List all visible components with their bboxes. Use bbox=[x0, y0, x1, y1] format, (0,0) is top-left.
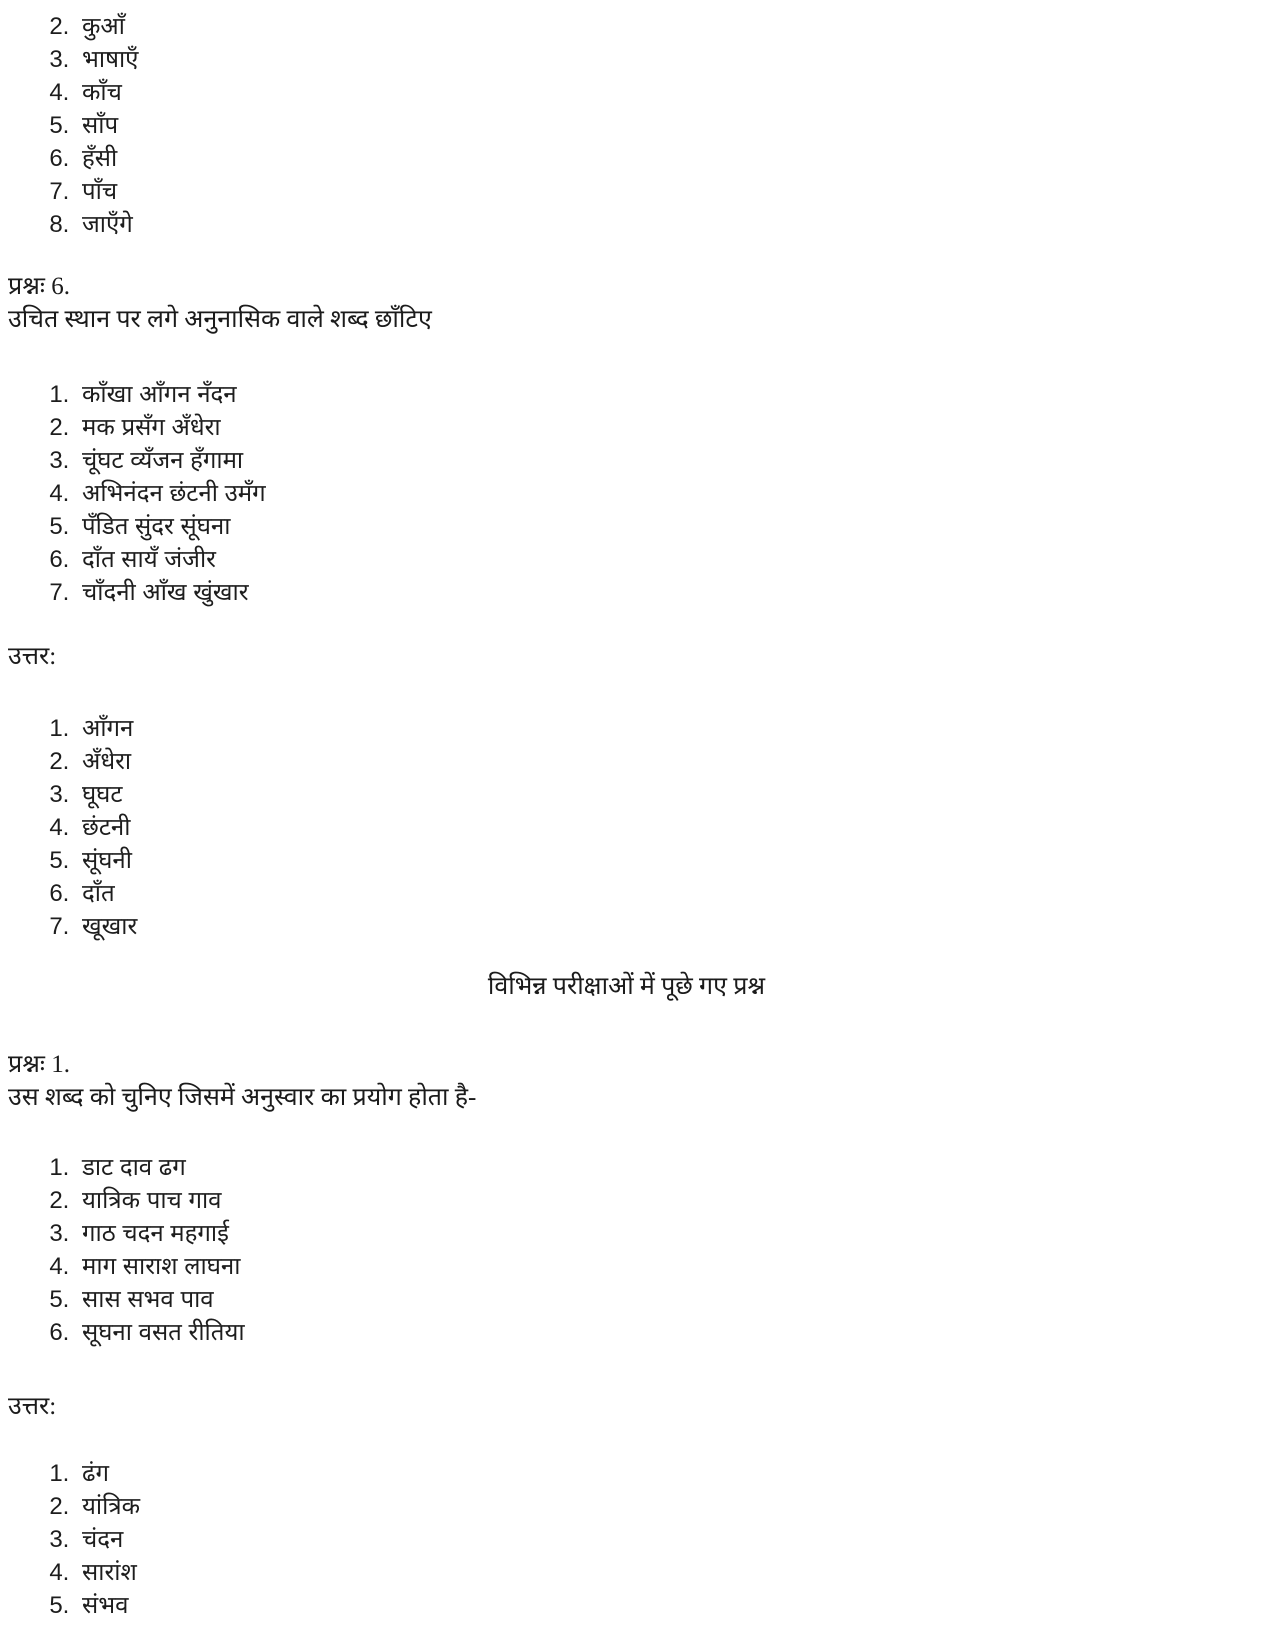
list-item: 3. चूंघट व्यँजन हँगामा bbox=[76, 444, 1245, 477]
list-item: 2. मक प्रसँग अँधेरा bbox=[76, 411, 1245, 444]
list-item: 4. अभिनंदन छंटनी उमँग bbox=[76, 477, 1245, 510]
list-item: 5. सास सभव पाव bbox=[76, 1283, 1245, 1316]
question-label: प्रश्नः 6. bbox=[8, 273, 70, 300]
list-item: 4. सारांश bbox=[76, 1556, 1245, 1589]
list-item: 6. हँसी bbox=[76, 142, 1245, 175]
list-item: 7. पाँच bbox=[76, 175, 1245, 208]
question-text: उचित स्थान पर लगे अनुनासिक वाले शब्द छाँटिए bbox=[8, 306, 432, 333]
list-item: 7. चाँदनी आँख खुंखार bbox=[76, 576, 1245, 609]
answer-label: उत्तर: bbox=[8, 1393, 57, 1420]
question-1-options-list bbox=[8, 1151, 1245, 1349]
list-item: 5. साँप bbox=[76, 109, 1245, 142]
list-item: 2. अँधेरा bbox=[76, 745, 1245, 778]
list-item: 6. सूघना वसत रीतिया bbox=[76, 1316, 1245, 1349]
question-1-answers-list bbox=[8, 1457, 1245, 1622]
question-6-options-list bbox=[8, 378, 1245, 609]
list-item: 1. डाट दाव ढग bbox=[76, 1151, 1245, 1184]
list-item: 3. भाषाएँ bbox=[76, 43, 1245, 76]
list-item: 2. कुआँ bbox=[76, 10, 1245, 43]
question-6-block bbox=[8, 270, 1245, 336]
list-item: 7. खूखार bbox=[76, 910, 1245, 943]
list-item: 5. संभव bbox=[76, 1589, 1245, 1622]
list-item: 4. माग साराश लाघना bbox=[76, 1250, 1245, 1283]
list-item: 8. जाएँगे bbox=[76, 208, 1245, 241]
list-item: 5. सूंघनी bbox=[76, 844, 1245, 877]
list-item: 5. पँडित सुंदर सूंघना bbox=[76, 510, 1245, 543]
list-item: 3. चंदन bbox=[76, 1523, 1245, 1556]
question-label: प्रश्नः 1. bbox=[8, 1051, 70, 1078]
list-item: 1. काँखा आँगन नँदन bbox=[76, 378, 1245, 411]
question-1-block bbox=[8, 1048, 1245, 1114]
section-heading: विभिन्न परीक्षाओं में पूछे गए प्रश्न bbox=[487, 973, 766, 1000]
list-item: 3. घूघट bbox=[76, 778, 1245, 811]
list-item: 4. छंटनी bbox=[76, 811, 1245, 844]
list-item: 6. दाँत bbox=[76, 877, 1245, 910]
question-text: उस शब्द को चुनिए जिसमें अनुस्वार का प्रयोग होता है- bbox=[8, 1084, 477, 1111]
nasal-words-list bbox=[8, 10, 1245, 241]
answer-label: उत्तर: bbox=[8, 643, 57, 670]
list-item: 1. ढंग bbox=[76, 1457, 1245, 1490]
list-item: 3. गाठ चदन महगाई bbox=[76, 1217, 1245, 1250]
list-item: 1. आँगन bbox=[76, 712, 1245, 745]
list-item: 4. काँच bbox=[76, 76, 1245, 109]
list-item: 6. दाँत सायँ जंजीर bbox=[76, 543, 1245, 576]
list-item: 2. यात्रिक पाच गाव bbox=[76, 1184, 1245, 1217]
question-6-answers-list bbox=[8, 712, 1245, 943]
list-item: 2. यांत्रिक bbox=[76, 1490, 1245, 1523]
